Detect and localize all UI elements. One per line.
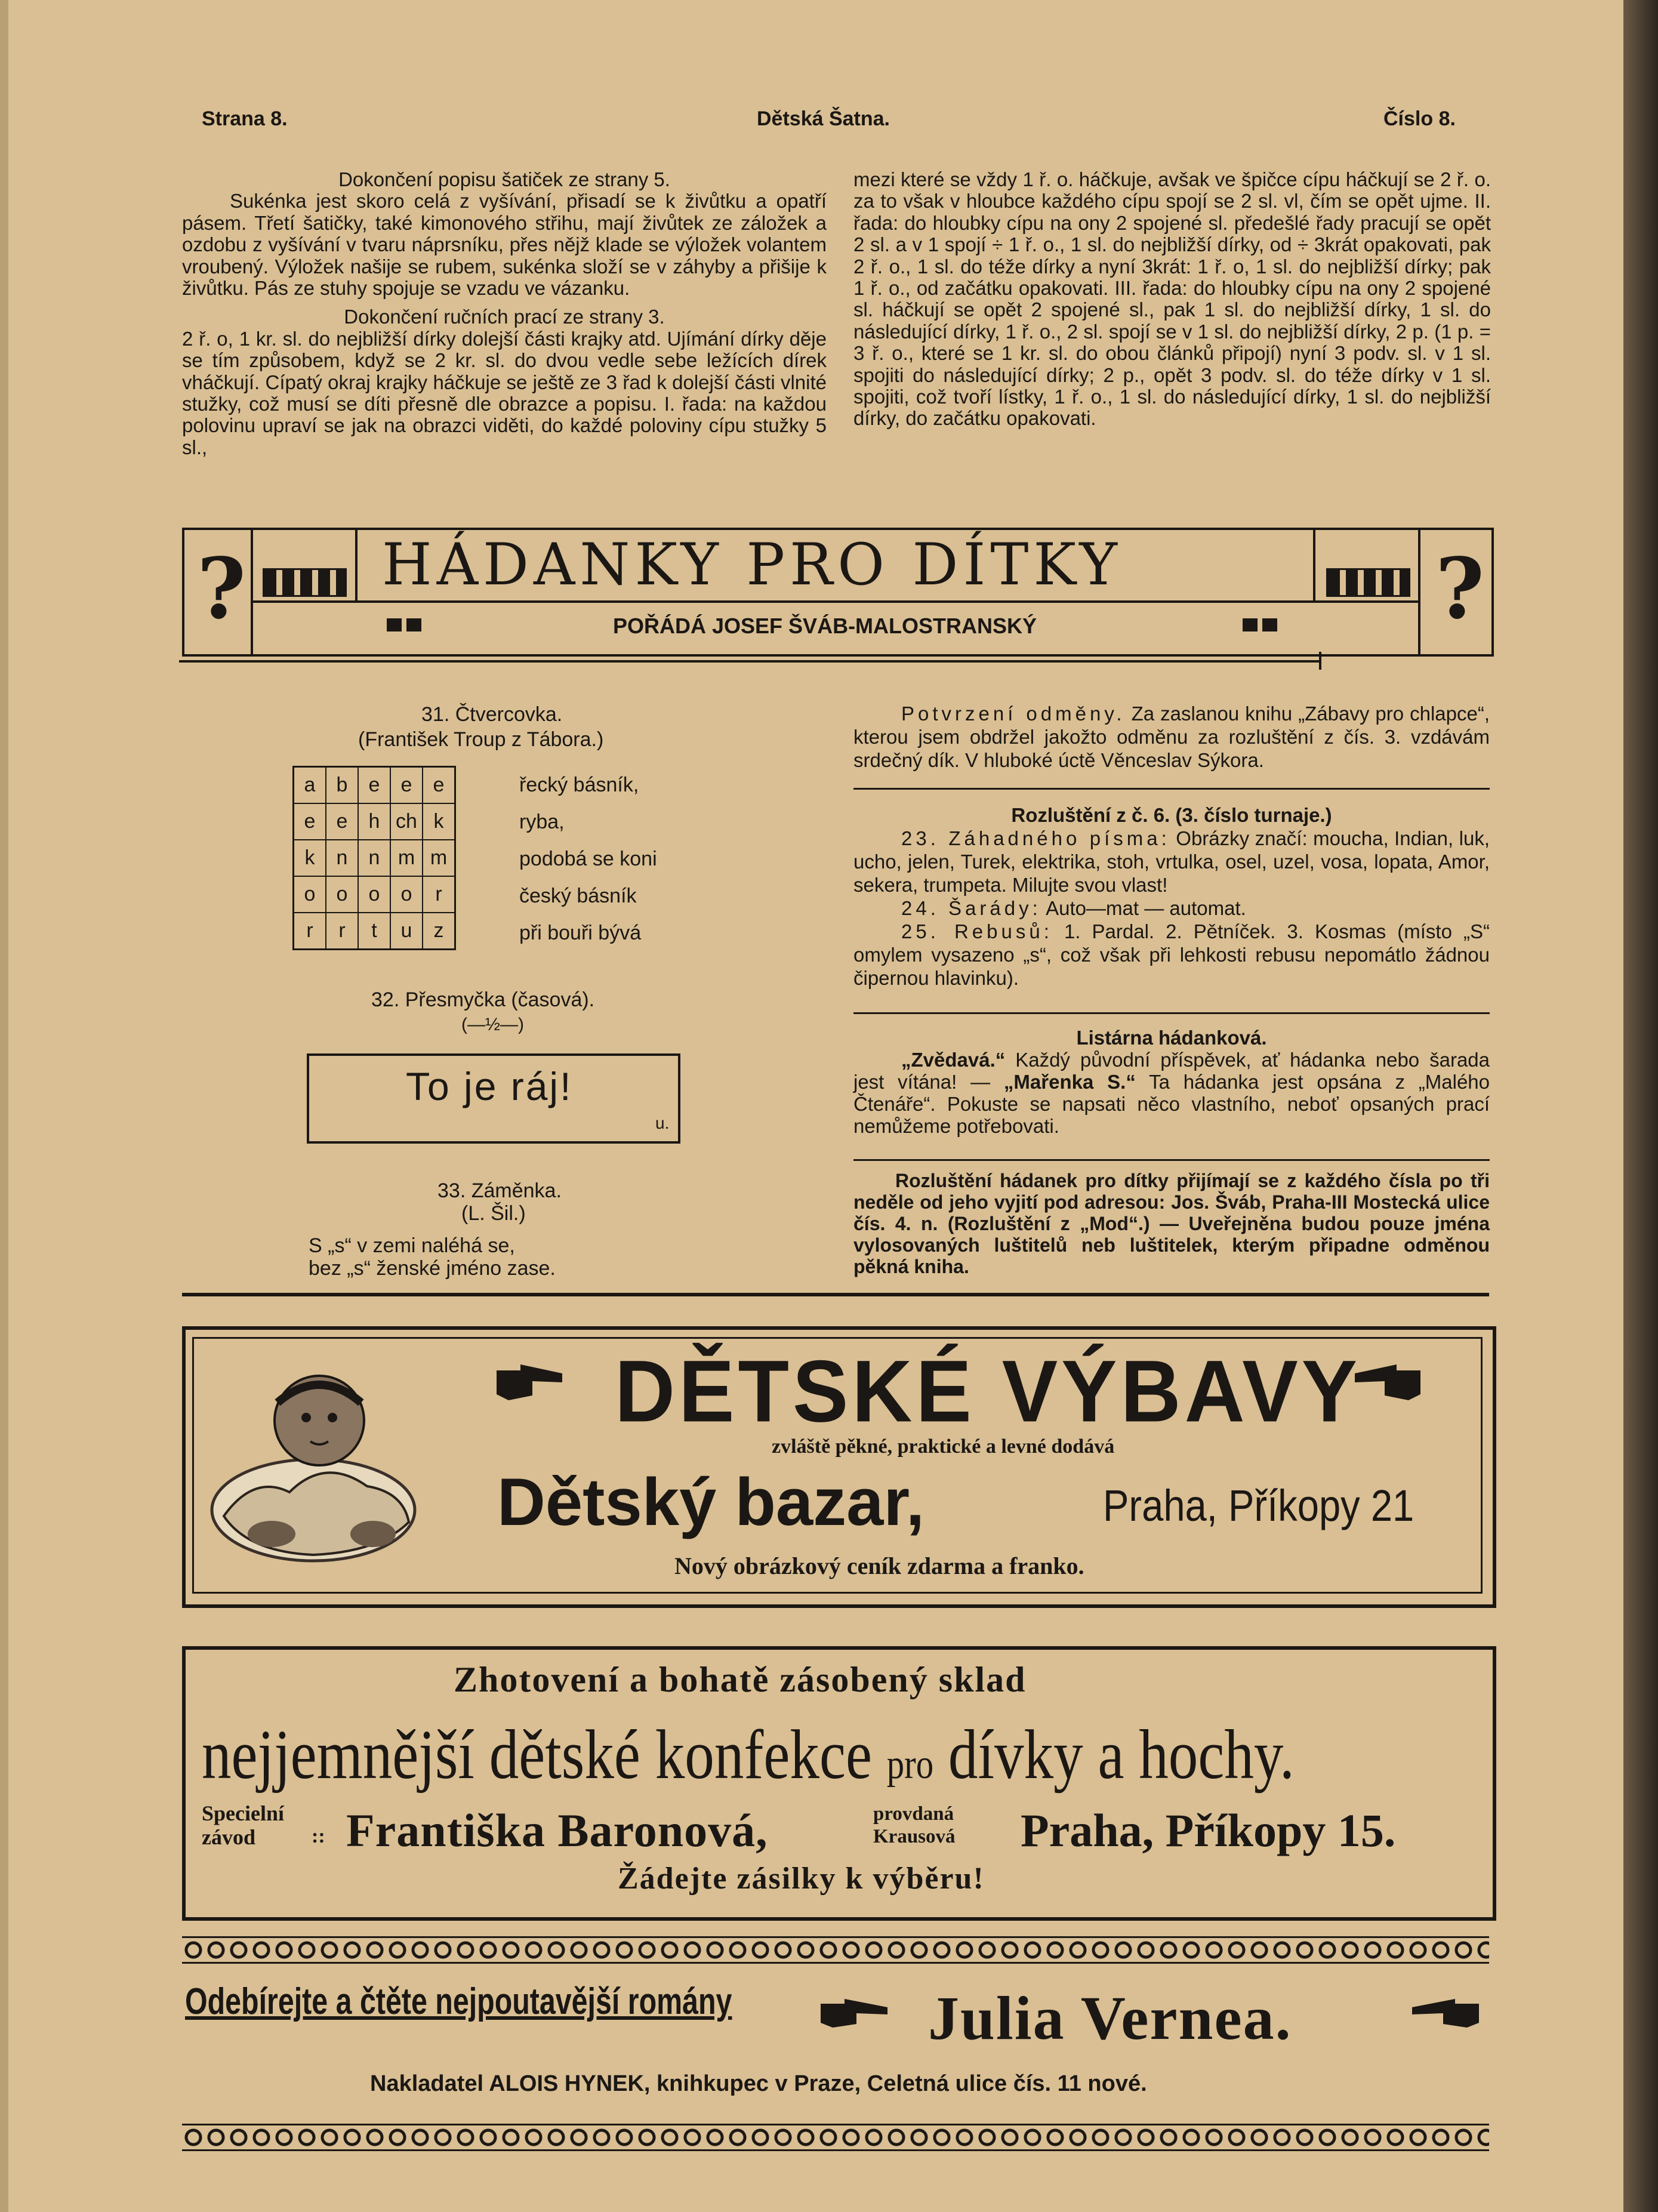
ad-catalog-line: Nový obrázkový ceník zdarma a franko. bbox=[674, 1552, 1084, 1579]
solution-text: 1. Pardal. 2. Pětníček. 3. Kosmas (místo „S“ omylem vysazeno „s“, což však při lehkosti rebusu nepomátlo žádnou čipernou hlavinku). bbox=[853, 920, 1490, 989]
grid-clue: ryba, bbox=[519, 811, 565, 833]
book-spine bbox=[1623, 0, 1658, 2212]
grid-cell: ch bbox=[390, 803, 423, 840]
ad-name: Františka Baronová, bbox=[346, 1804, 768, 1856]
ad-married-text: provdaná bbox=[873, 1803, 954, 1825]
grid-cell: r bbox=[423, 876, 455, 913]
letters-title: Listárna hádanková. bbox=[1076, 1027, 1267, 1049]
ad-publisher: Nakladatel ALOIS HYNEK, knihkupec v Praze, Celetná ulice čís. 11 nové. bbox=[370, 2071, 1147, 2096]
grid-cell: k bbox=[423, 803, 455, 840]
letter-addressee: „Zvědavá.“ bbox=[901, 1049, 1006, 1071]
ad-colon: :: bbox=[312, 1825, 325, 1847]
ad-line: Zhotovení a bohatě zásobený sklad bbox=[454, 1660, 1027, 1699]
solution-label: 23. Záhadného písma: bbox=[901, 827, 1170, 849]
question-mark-icon: ? bbox=[1435, 540, 1485, 638]
grid-row bbox=[294, 913, 455, 950]
grid-cell: m bbox=[390, 840, 423, 876]
solutions-section bbox=[853, 803, 1490, 990]
paragraph: mezi které se vždy 1 ř. o. háčkuje, avšak ve špičce cípu háčkují se 2 ř. o. za to však v hloubce každého cípu spojí se 2 sl. vl, čím se opět ujme. II. řada: do hloubky cípu na ony 2 spojené sl. předešlé řady pracují se opět 2 sl. a v 1 spojí ÷ 1 ř. o., 1 sl. do nejbližší dírky, od ÷ 3krát opakovati, pak 2 ř. o., 1 sl. do téže dírky a nyní 3krát: 1 ř. o, 1 sl. do nejbližší dírky; pak 1 ř. o., od začátku opakovati. III. řada: do hloubky cípu na ony 2 spojené sl. háčkují se opět 2 spojené sl., pak 1 sl. do nejbližší dírky, 1 sl. do následující dírky, 1 ř. o., 2 sl. spojí se v 1 sl. do nejbližší dírky, 2 p. (1 p. = 3 ř. o., které se 1 kr. sl. do obou článků připojí) nyní 3 podv. sl. v 1 sl. spojiti do následující dírky; 2 p., opět 3 podv. sl. do téže dírky v 1 sl. spojiti, což tvoří lístky, 1 ř. o., 1 sl. do následující dírky, 1 sl. do nejbližší dírky, do začátku opakovati. bbox=[853, 168, 1491, 430]
grid-clue: český básník bbox=[519, 885, 637, 907]
ad-special bbox=[202, 1801, 284, 1849]
letter-grid bbox=[292, 766, 456, 950]
grid-cell: e bbox=[358, 767, 390, 804]
confirmation-text: Za zaslanou knihu „Zábavy pro chlapce“, kterou jsem obdržel jakožto odměnu za rozluštění z čís. 3. vzdávám srdečný dík. V hluboké úctě Věnceslav Sýkora. bbox=[853, 703, 1490, 771]
grid-cell: m bbox=[423, 840, 455, 876]
ad-left-text: Odebírejte a čtěte nejpoutavější romány bbox=[185, 1981, 732, 2022]
issue-value: 8. bbox=[1438, 107, 1456, 130]
grid-cell: a bbox=[294, 767, 326, 804]
paragraph: Sukénka jest skoro celá z vyšívání, přisadí se k živůtku a opatří pásem. Třetí šatičky, také kimonového střihu, mají živůtek ze záložek a ozdobu z vyšívání v tvaru náprsníku, přes nějž klade se výložek volantem vroubený. Výložek našije se rubem, sukénka složí se v záhyby a přišije k živůtku. Pás ze stuhy spojuje se vzadu ve vázanku. bbox=[182, 190, 827, 300]
letter-addressee: „Mařenka S.“ bbox=[1003, 1071, 1136, 1093]
grid-row bbox=[294, 803, 455, 840]
ad-special-text: Specielní bbox=[202, 1801, 285, 1825]
grid-clue: podobá se koni bbox=[519, 848, 657, 870]
banner-title: HÁDANKY PRO DÍTKY bbox=[382, 531, 1122, 598]
puzzle-fraction: (—½—) bbox=[461, 1015, 524, 1034]
question-mark-icon: ? bbox=[197, 540, 246, 638]
issue-number bbox=[1383, 107, 1456, 131]
pointing-hand-icon bbox=[821, 1997, 891, 2030]
grid-cell: n bbox=[326, 840, 358, 876]
grid-row bbox=[294, 767, 455, 804]
ornament-block-icon bbox=[1326, 568, 1410, 597]
ad-headline-part: nejjemnější dětské konfekce bbox=[202, 1715, 872, 1794]
solutions-title: Rozluštění z č. 6. (3. číslo turnaje.) bbox=[1011, 804, 1332, 826]
ad-line: Žádejte zásilky k výběru! bbox=[618, 1862, 985, 1896]
grid-cell: k bbox=[294, 840, 326, 876]
puzzle-title bbox=[371, 988, 594, 1012]
puzzle-title bbox=[421, 703, 562, 726]
grid-cell: r bbox=[326, 913, 358, 950]
grid-row bbox=[294, 840, 455, 876]
grid-cell: h bbox=[358, 803, 390, 840]
ornament-icon bbox=[1243, 618, 1277, 631]
anagram-text: To je ráj! bbox=[406, 1064, 573, 1108]
grid-cell: b bbox=[326, 767, 358, 804]
ad-author: Julia Vernea. bbox=[928, 1984, 1292, 2053]
solution-text: Obrázky značí: moucha, Indian, luk, ucho, jelen, Turek, elektrika, stoh, vrtulka, osel, uzel, vosa, lopata, Amor, sekera, trumpeta. Milujte svou vlast! bbox=[853, 827, 1490, 896]
grid-cell: e bbox=[294, 803, 326, 840]
ad-headline bbox=[202, 1714, 1295, 1795]
ad-address: Praha, Příkopy 21 bbox=[1103, 1481, 1414, 1530]
pointing-hand-icon bbox=[497, 1358, 567, 1406]
letters-section bbox=[853, 1027, 1490, 1137]
solution-text: Auto—mat — automat. bbox=[1046, 897, 1246, 919]
ad-special-text: závod bbox=[202, 1825, 255, 1849]
grid-cell: e bbox=[423, 767, 455, 804]
ad-brand: Dětský bazar, bbox=[497, 1465, 924, 1539]
puzzle-kind: (časová). bbox=[511, 988, 595, 1011]
grid-cell: o bbox=[294, 876, 326, 913]
puzzle-author: (L. Šil.) bbox=[461, 1202, 526, 1225]
page-edge bbox=[0, 0, 8, 2212]
grid-cell: o bbox=[358, 876, 390, 913]
ad-headline: DĚTSKÉ VÝBAVY bbox=[615, 1342, 1361, 1440]
puzzle-title-text: 31. Čtvercovka. bbox=[421, 703, 563, 726]
ad-married bbox=[873, 1803, 956, 1848]
grid-row bbox=[294, 876, 455, 913]
paragraph: 2 ř. o, 1 kr. sl. do nejbližší dírky dolejší části krajky atd. Ujímání dírky děje se tím způsobem, když se 2 kr. sl. do dvou vedle sebe ležících dírek vháčkují. Cípatý okraj krajky háčkuje se ještě ze 3 řad k dolejší části vlnité stužky, což musí se díti přesně dle obrazce a popisu. I. řada: na každou polovinu upraví se jak na obrazci viděti, do každé poloviny cípu stužky 5 sl., bbox=[182, 327, 827, 458]
left-column bbox=[182, 169, 827, 458]
grid-cell: n bbox=[358, 840, 390, 876]
letter-text: Ta hádanka jest opsána z „Malého Čtenáře“. Pokuste se napsati něco vlastního, neboť opsaných prací nemůžeme potřebovati. bbox=[853, 1071, 1490, 1137]
verse-line: S „s“ v zemi naléhá se, bbox=[309, 1234, 515, 1257]
issue-label: Číslo bbox=[1383, 107, 1434, 130]
grid-cell: r bbox=[294, 913, 326, 950]
ornament-block-icon bbox=[263, 568, 347, 597]
confirmation-note bbox=[853, 702, 1490, 772]
solution-label: 25. Rebusů: bbox=[901, 920, 1053, 942]
submission-notice: Rozluštění hádanek pro dítky přijímají se z každého čísla po tři neděle od jeho vyjití pod adresou: Jos. Šváb, Praha-III Mostecká ulice čís. 4. n. (Rozluštění z „Mod“.) — Uveřejněna budou pouze jména vylosovaných luštitelů neb luštitelek, kterým připadne odměnou pěkná kniha. bbox=[853, 1170, 1490, 1277]
anagram-mark: u. bbox=[655, 1114, 670, 1132]
grid-clue: při bouři bývá bbox=[519, 922, 642, 944]
page-number: Strana 8. bbox=[202, 107, 288, 130]
ad-headline-part: dívky a hochy. bbox=[948, 1715, 1295, 1794]
grid-cell: z bbox=[423, 913, 455, 950]
publication-title: Dětská Šatna. bbox=[757, 107, 890, 130]
puzzle-title-text: 32. Přesmyčka bbox=[371, 988, 506, 1011]
ad-tagline: zvláště pěkné, praktické a levné dodává bbox=[772, 1435, 1115, 1458]
grid-cell: o bbox=[326, 876, 358, 913]
ornament-icon bbox=[387, 618, 421, 631]
letter-text: Každý původní příspěvek, ať hádanka nebo šarada jest vítána! — bbox=[853, 1049, 1490, 1093]
grid-clue: řecký básník, bbox=[519, 774, 639, 796]
confirmation-label: Potvrzení odměny. bbox=[901, 703, 1126, 725]
pointing-hand-icon bbox=[1350, 1358, 1420, 1406]
grid-cell: e bbox=[390, 767, 423, 804]
banner-subtitle: POŘÁDÁ JOSEF ŠVÁB-MALOSTRANSKÝ bbox=[613, 614, 1037, 638]
ad-married-text: Krausová bbox=[873, 1826, 956, 1847]
pointing-hand-icon bbox=[1409, 1997, 1479, 2030]
verse-line: bez „s“ ženské jméno zase. bbox=[309, 1257, 556, 1280]
ad-headline-part: pro bbox=[886, 1742, 934, 1788]
grid-cell: t bbox=[358, 913, 390, 950]
section-title: Dokončení ručních prací ze strany 3. bbox=[344, 306, 665, 328]
puzzle-author: (František Troup z Tábora.) bbox=[358, 728, 604, 751]
chain-border bbox=[182, 1936, 1489, 1964]
chain-border bbox=[182, 2124, 1489, 2151]
section-title: Dokončení popisu šatiček ze strany 5. bbox=[338, 168, 670, 190]
solution-label: 24. Šarády: bbox=[901, 897, 1041, 919]
right-column bbox=[853, 169, 1491, 430]
puzzle-title: 33. Záměnka. bbox=[437, 1179, 562, 1202]
grid-cell: u bbox=[390, 913, 423, 950]
grid-cell: e bbox=[326, 803, 358, 840]
grid-cell: o bbox=[390, 876, 423, 913]
ad-address: Praha, Příkopy 15. bbox=[1021, 1804, 1396, 1856]
baby-illustration bbox=[200, 1355, 421, 1570]
